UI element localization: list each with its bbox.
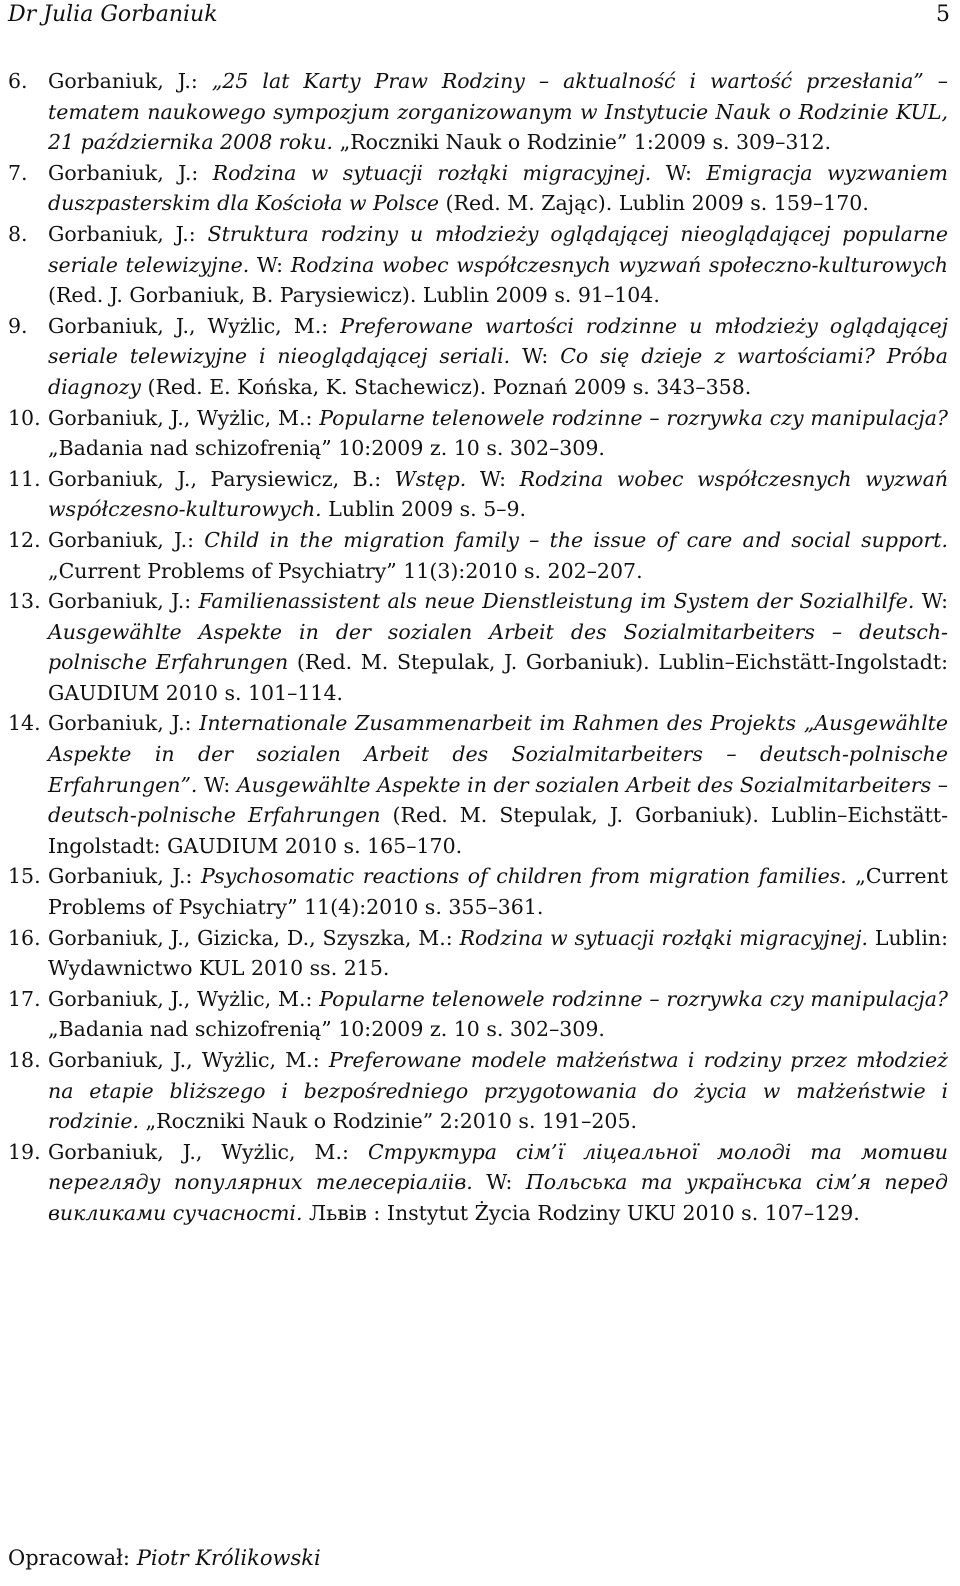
entry-authors: Gorbaniuk, J., Wyżlic, M.: bbox=[48, 405, 320, 430]
entry-authors: Gorbaniuk, J., Wyżlic, M.: bbox=[48, 1139, 368, 1164]
entry-title: Internationale Zusammenarbeit im Rahmen des Projekts „Ausgewählte Aspekte in der sozialen Arbeit des Sozialmitarbeiters – deutsch-polnische Erfahrungen”. bbox=[48, 711, 948, 797]
entry-number: 17. bbox=[8, 986, 41, 1011]
footer-name: Piotr Królikowski bbox=[136, 1546, 321, 1570]
entry-number: 11. bbox=[8, 466, 41, 491]
entry-number: 7. bbox=[8, 160, 28, 185]
entry-authors: Gorbaniuk, J.: bbox=[48, 527, 205, 552]
entry-collection-title: Emigracja wyzwaniem duszpasterskim dla Kościoła w Polsce bbox=[48, 160, 948, 216]
entry-title: Wstęp. bbox=[394, 466, 467, 491]
entry-number: 19. bbox=[8, 1139, 41, 1164]
entry-number: 18. bbox=[8, 1048, 41, 1072]
entry-number: 8. bbox=[8, 221, 28, 246]
bibliography-entry bbox=[0, 66, 960, 158]
entry-title: Familienassistent als neue Dienstleistung im System der Sozialhilfe. bbox=[198, 589, 915, 614]
bibliography-entry bbox=[0, 403, 960, 464]
bibliography-entry bbox=[0, 708, 960, 861]
entry-source: „Current Problems of Psychiatry” 11(4):2010 s. 355–361. bbox=[48, 864, 948, 920]
entry-number: 16. bbox=[8, 925, 41, 950]
page-header bbox=[8, 0, 950, 30]
entry-collection-title: Ausgewählte Aspekte in der sozialen Arbeit des Sozialmitarbeiters – deutsch-polnische Erfahrungen bbox=[48, 772, 948, 828]
entry-title: Preferowane modele małżeństwa i rodziny przez młodzież na etapie bliższego i bezpośredniego przygotowania do życia w małżeństwie i rodzinie. bbox=[48, 1048, 948, 1134]
page-number: 5 bbox=[936, 2, 950, 27]
entry-source: „Badania nad schizofrenią” 10:2009 z. 10 s. 302–309. bbox=[48, 436, 605, 461]
entry-collection-title: Co się dzieje z wartościami? Próba diagnozy bbox=[48, 344, 948, 399]
entry-source: W: bbox=[197, 772, 237, 797]
entry-details: Lublin 2009 s. 5–9. bbox=[321, 497, 527, 522]
entry-title: „25 lat Karty Praw Rodziny – aktualność i wartość przesłania” – tematem naukowego sympozjum zorganizowanym w Instytucie Nauk o Rodzinie KUL, 21 października 2008 roku. bbox=[48, 69, 948, 155]
entry-source: W: bbox=[510, 344, 561, 369]
entry-title: Rodzina w sytuacji rozłąki migracyjnej. bbox=[459, 925, 868, 950]
entry-details: (Red. M. Stepulak, J. Gorbaniuk). Lublin–Eichstätt-Ingolstadt: GAUDIUM 2010 s. 165–170. bbox=[48, 803, 948, 858]
entry-authors: Gorbaniuk, J.: bbox=[48, 864, 201, 889]
entry-number: 6. bbox=[8, 69, 28, 93]
entry-source: W: bbox=[472, 1170, 526, 1195]
footer-label: Opracował: bbox=[8, 1546, 137, 1570]
entry-source: „Roczniki Nauk o Rodzinie” 2:2010 s. 191–205. bbox=[139, 1109, 637, 1134]
bibliography-entry bbox=[0, 586, 960, 708]
entry-source: W: bbox=[651, 160, 707, 185]
entry-authors: Gorbaniuk, J., Gizicka, D., Szyszka, M.: bbox=[48, 925, 460, 950]
entry-title: Child in the migration family – the issue of care and social support. bbox=[204, 527, 948, 552]
entry-authors: Gorbaniuk, J., Wyżlic, M.: bbox=[48, 313, 341, 338]
bibliography-entry bbox=[0, 923, 960, 984]
entry-authors: Gorbaniuk, J.: bbox=[48, 221, 208, 246]
entry-details: Львів : Instytut Życia Rodziny UKU 2010 s. 107–129. bbox=[302, 1200, 860, 1225]
entry-collection-title: Rodzina wobec współczesnych wyzwań współczesno-kulturowych. bbox=[48, 466, 948, 522]
entry-collection-title: Ausgewählte Aspekte in der sozialen Arbeit des Sozialmitarbeiters – deutsch-polnische Erfahrungen bbox=[48, 619, 948, 675]
header-author: Dr Julia Gorbaniuk bbox=[8, 2, 218, 27]
bibliography-entry bbox=[0, 219, 960, 311]
entry-source: „Badania nad schizofrenią” 10:2009 z. 10 s. 302–309. bbox=[48, 1017, 605, 1042]
bibliography-entry bbox=[0, 158, 960, 219]
entry-number: 14. bbox=[8, 711, 41, 736]
bibliography-entry bbox=[0, 464, 960, 525]
entry-source: „Roczniki Nauk o Rodzinie” 1:2009 s. 309–312. bbox=[333, 130, 832, 155]
entry-title: Struktura rodziny u młodzieży oglądającej nieoglądającej popularne seriale telewizyjne. bbox=[48, 221, 948, 277]
bibliography-entry bbox=[0, 861, 960, 922]
bibliography-entry bbox=[0, 1045, 960, 1137]
entry-source: „Current Problems of Psychiatry” 11(3):2010 s. 202–207. bbox=[48, 558, 643, 583]
entry-details: (Red. M. Zając). Lublin 2009 s. 159–170. bbox=[439, 191, 869, 216]
entry-title: Rodzina w sytuacji rozłąki migracyjnej. bbox=[212, 160, 652, 185]
entry-title: Psychosomatic reactions of children from migration families. bbox=[200, 864, 847, 889]
entry-authors: Gorbaniuk, J., Wyżlic, M.: bbox=[48, 1048, 329, 1072]
entry-authors: Gorbaniuk, J.: bbox=[48, 711, 200, 736]
bibliography-entry bbox=[0, 525, 960, 586]
entry-number: 12. bbox=[8, 527, 41, 552]
entry-authors: Gorbaniuk, J.: bbox=[48, 589, 199, 614]
entry-title: Popularne telenowele rodzinne – rozrywka czy manipulacja? bbox=[319, 405, 948, 430]
entry-authors: Gorbaniuk, J.: bbox=[48, 160, 213, 185]
entry-title: Структура сім’ї ліцеальної молоді та мотиви перегляду популярних телесеріаліів. bbox=[48, 1139, 949, 1195]
entry-title: Popularne telenowele rodzinne – rozrywka czy manipulacja? bbox=[319, 986, 948, 1011]
entry-number: 10. bbox=[8, 405, 41, 430]
entry-details: (Red. M. Stepulak, J. Gorbaniuk). Lublin–Eichstätt-Ingolstadt: GAUDIUM 2010 s. 101–114. bbox=[48, 650, 948, 705]
bibliography-entry bbox=[0, 311, 960, 403]
entry-number: 9. bbox=[8, 313, 28, 338]
entry-title: Preferowane wartości rodzinne u młodzieży oglądającej seriale telewizyjne i nieoglądającej seriali. bbox=[48, 313, 948, 369]
footer bbox=[8, 1543, 321, 1574]
bibliography-entry bbox=[0, 984, 960, 1045]
bibliography-entry bbox=[0, 1137, 960, 1229]
entry-source: W: bbox=[249, 252, 291, 277]
entry-authors: Gorbaniuk, J., Wyżlic, M.: bbox=[48, 986, 320, 1011]
entry-number: 13. bbox=[8, 589, 41, 614]
entry-collection-title: Rodzina wobec współczesnych wyzwań społeczno-kulturowych bbox=[290, 252, 949, 277]
bibliography-list bbox=[0, 66, 960, 1229]
entry-authors: Gorbaniuk, J., Parysiewicz, B.: bbox=[48, 466, 395, 491]
entry-collection-title: Польська та українська сім’я перед викликами сучасності. bbox=[48, 1170, 948, 1225]
entry-source: Lublin: Wydawnictwo KUL 2010 ss. 215. bbox=[48, 925, 948, 981]
entry-details: (Red. J. Gorbaniuk, B. Parysiewicz). Lublin 2009 s. 91–104. bbox=[48, 283, 660, 308]
entry-authors: Gorbaniuk, J.: bbox=[48, 69, 212, 93]
entry-source: W: bbox=[914, 589, 948, 614]
entry-source: W: bbox=[466, 466, 520, 491]
entry-details: (Red. E. Końska, K. Stachewicz). Poznań 2009 s. 343–358. bbox=[140, 374, 752, 399]
entry-number: 15. bbox=[8, 864, 41, 889]
